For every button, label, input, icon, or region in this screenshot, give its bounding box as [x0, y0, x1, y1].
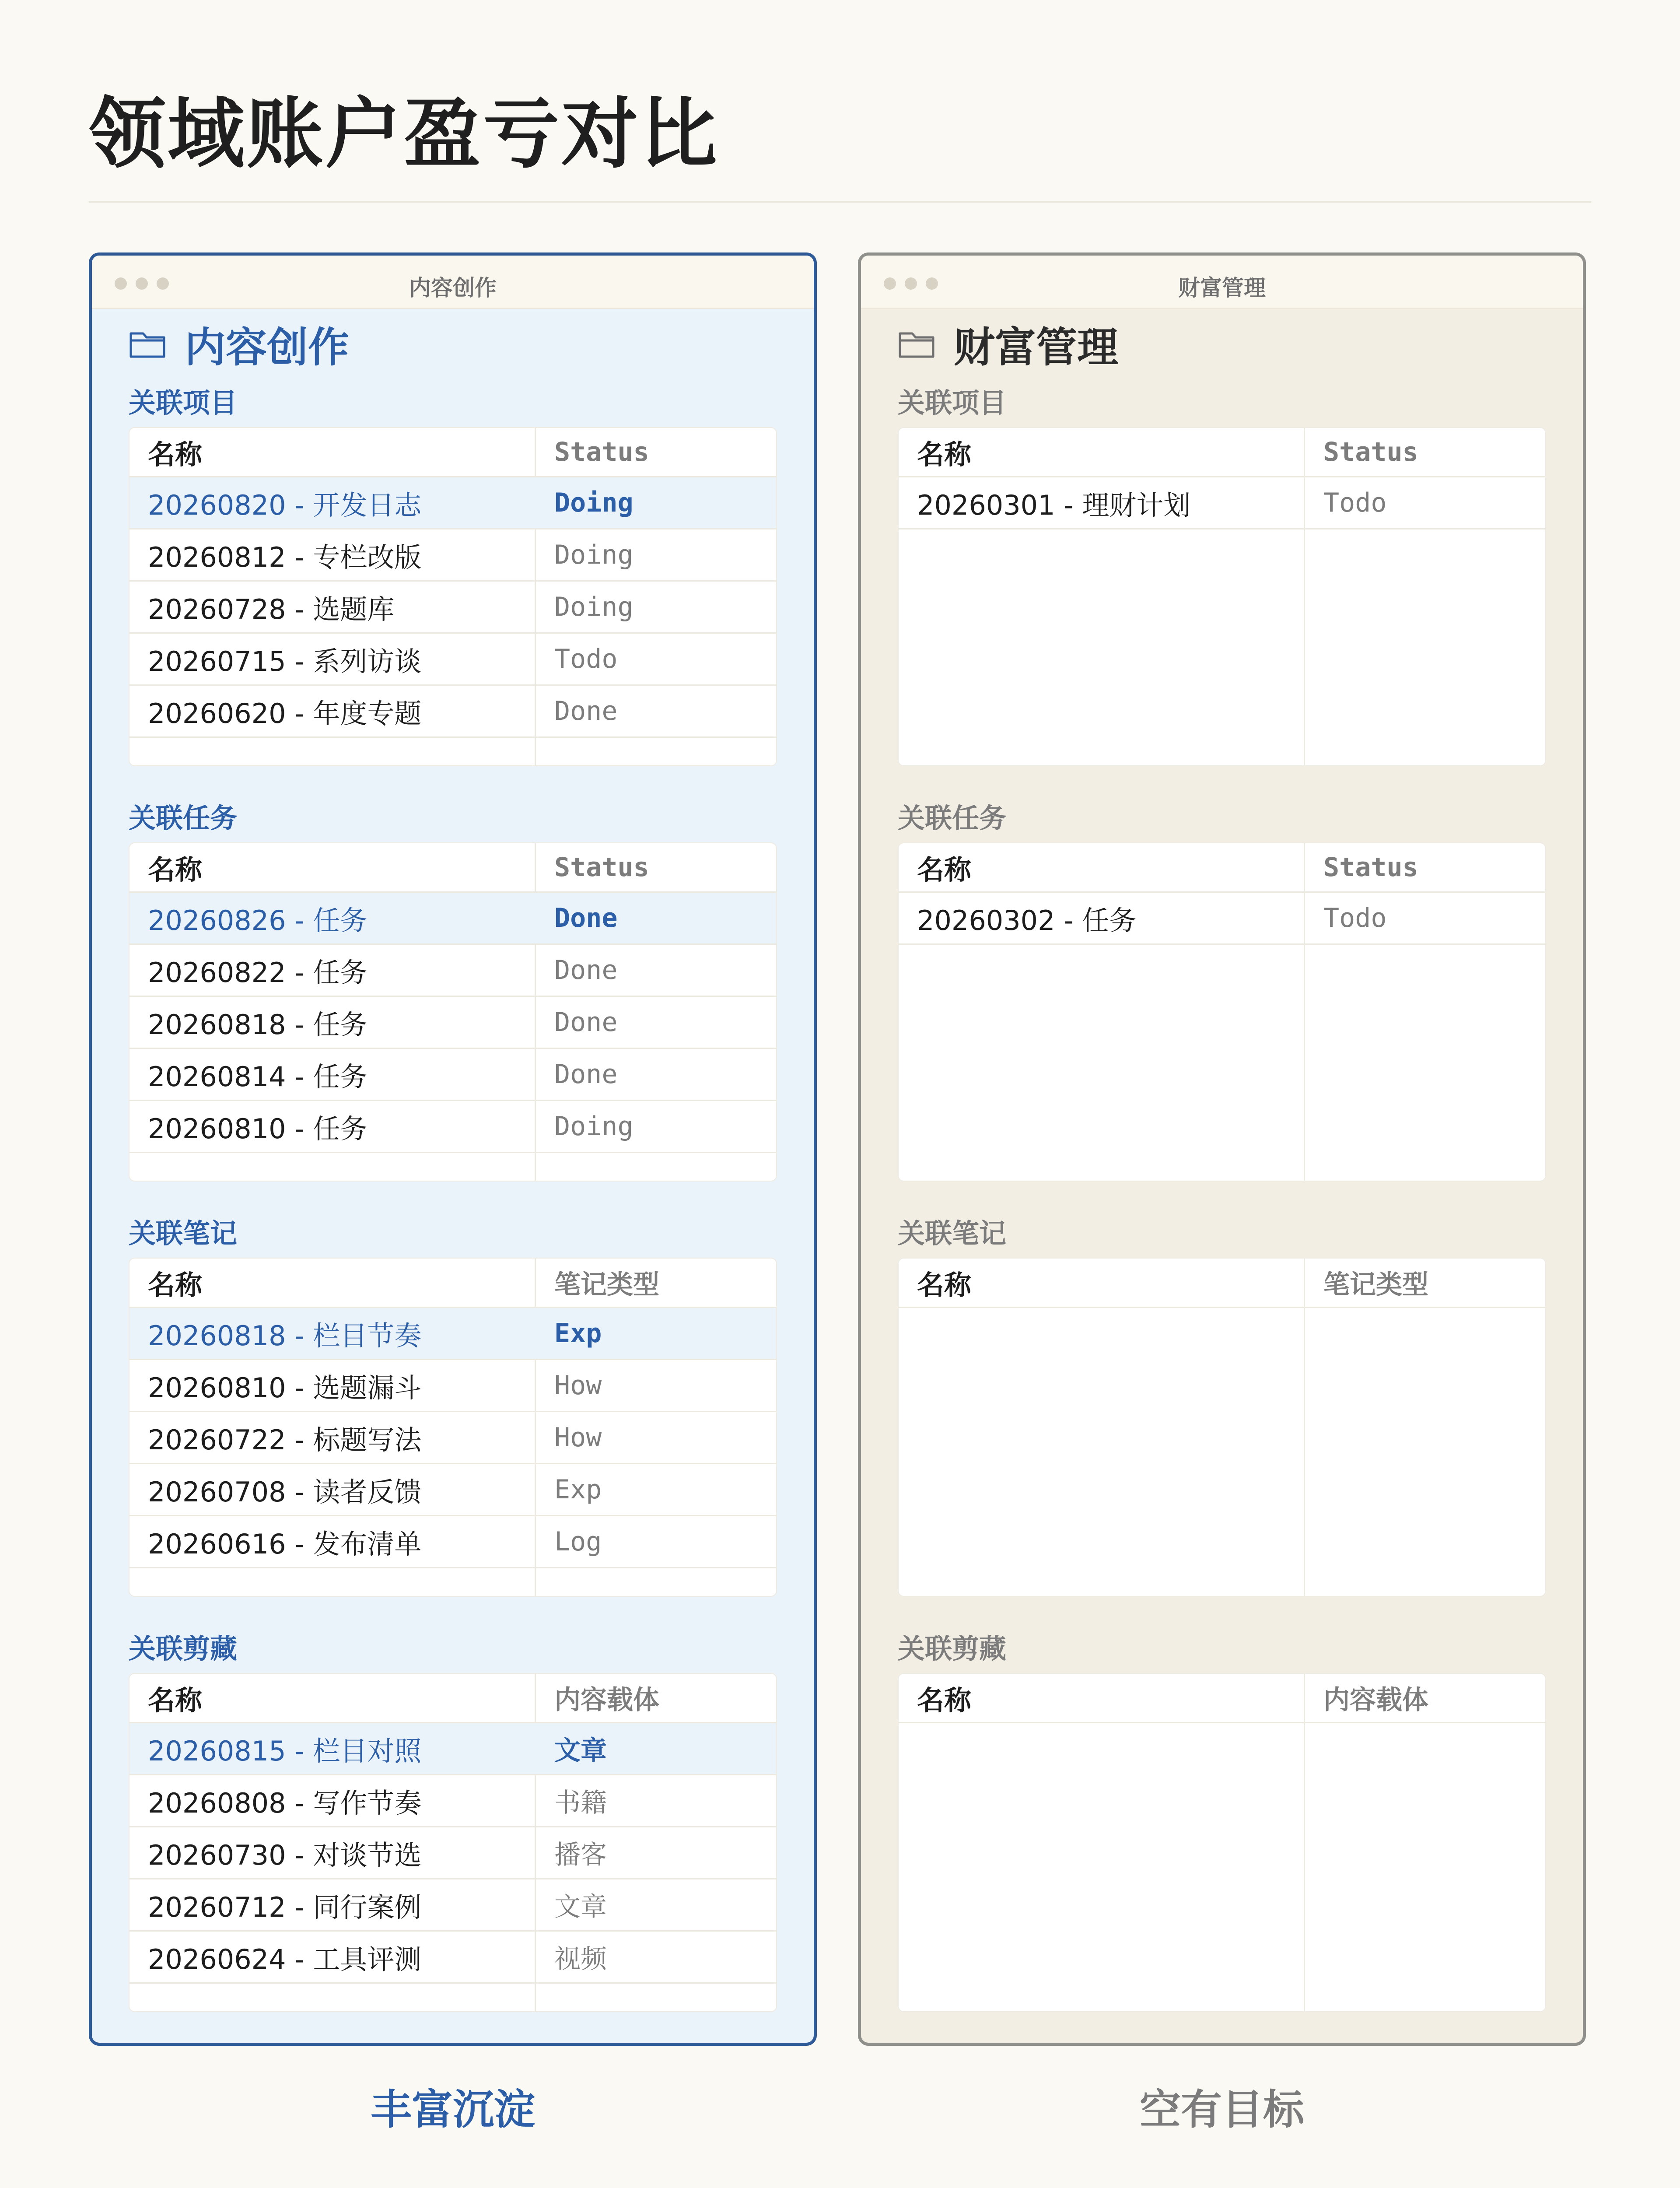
table-row[interactable] — [130, 1101, 776, 1153]
projects-table — [129, 427, 777, 766]
table-row[interactable] — [899, 477, 1545, 529]
table-row[interactable] — [130, 893, 776, 945]
row-name[interactable]: 20260814 - 任务 — [148, 1060, 368, 1093]
section-label-projects: 关联项目 — [898, 387, 1007, 419]
row-name[interactable]: 20260620 - 年度专题 — [148, 697, 422, 729]
table-header — [130, 1259, 776, 1308]
table-row[interactable] — [130, 1360, 776, 1412]
row-status: Doing — [554, 540, 634, 570]
section-label-notes: 关联笔记 — [898, 1217, 1007, 1249]
row-status: Done — [554, 903, 618, 933]
row-name[interactable]: 20260722 - 标题写法 — [148, 1424, 422, 1456]
table-row[interactable] — [130, 634, 776, 686]
table-row[interactable] — [899, 893, 1545, 945]
table-row[interactable] — [130, 1827, 776, 1879]
row-name[interactable]: 20260808 - 写作节奏 — [148, 1787, 422, 1819]
window-title: 财富管理 — [1178, 275, 1266, 301]
panel-heading — [898, 311, 1546, 376]
panel-title: 财富管理 — [954, 323, 1119, 372]
folder-icon — [898, 328, 935, 359]
row-name[interactable]: 20260301 - 理财计划 — [917, 489, 1191, 521]
row-status: Done — [554, 696, 618, 726]
table-row[interactable] — [130, 1775, 776, 1827]
table-row[interactable] — [130, 1516, 776, 1568]
row-media: 播客 — [554, 1840, 607, 1870]
table-row[interactable] — [130, 582, 776, 634]
table-header — [899, 1674, 1545, 1723]
row-name[interactable]: 20260616 - 发布清单 — [148, 1528, 422, 1560]
table-row[interactable] — [130, 1412, 776, 1464]
table-row[interactable] — [130, 945, 776, 997]
row-status: Doing — [554, 1111, 634, 1142]
section-label-clippings: 关联剪藏 — [898, 1633, 1007, 1665]
table-row[interactable] — [130, 1464, 776, 1516]
row-note-type: Exp — [554, 1474, 602, 1505]
table-row[interactable] — [130, 997, 776, 1049]
row-name[interactable]: 20260822 - 任务 — [148, 956, 368, 989]
table-row[interactable] — [130, 1932, 776, 1984]
section-label-projects: 关联项目 — [129, 387, 238, 419]
row-name[interactable]: 20260708 - 读者反馈 — [148, 1476, 422, 1508]
column-header-status[interactable]: Status — [1323, 437, 1418, 467]
row-name[interactable]: 20260815 - 栏目对照 — [148, 1735, 422, 1767]
folder-icon — [129, 328, 166, 359]
row-name[interactable]: 20260730 - 对谈节选 — [148, 1839, 422, 1871]
column-header-name[interactable]: 名称 — [148, 1684, 203, 1716]
table-row[interactable] — [130, 1723, 776, 1775]
panel-wealth-management — [858, 252, 1586, 2046]
row-media: 书籍 — [554, 1788, 607, 1818]
section-label-tasks: 关联任务 — [898, 802, 1007, 834]
row-status: Done — [554, 1059, 618, 1090]
table-header — [130, 843, 776, 893]
projects-table — [898, 427, 1546, 766]
column-header-name[interactable]: 名称 — [148, 1269, 203, 1301]
panel-title: 内容创作 — [185, 323, 350, 372]
row-status: Todo — [554, 644, 618, 674]
row-status: Todo — [1323, 487, 1387, 518]
section-label-tasks: 关联任务 — [129, 802, 238, 834]
row-note-type: How — [554, 1370, 602, 1401]
column-header-name[interactable]: 名称 — [917, 438, 972, 470]
column-header-name[interactable]: 名称 — [917, 1684, 972, 1716]
row-note-type: Exp — [554, 1318, 602, 1349]
table-row[interactable] — [130, 529, 776, 582]
row-status: Doing — [554, 487, 634, 518]
row-name[interactable]: 20260302 - 任务 — [917, 904, 1137, 936]
column-header-status[interactable]: Status — [554, 437, 649, 467]
table-row[interactable] — [130, 1049, 776, 1101]
table-row[interactable] — [130, 477, 776, 529]
table-row[interactable] — [130, 1879, 776, 1932]
table-row[interactable] — [130, 1308, 776, 1360]
page-title: 领域账户盈亏对比 — [89, 89, 719, 179]
column-header-status[interactable]: Status — [1323, 852, 1418, 883]
column-header-media[interactable]: 内容载体 — [554, 1685, 659, 1715]
row-name[interactable]: 20260820 - 开发日志 — [148, 489, 422, 521]
column-header-name[interactable]: 名称 — [148, 438, 203, 470]
window-titlebar — [861, 256, 1583, 309]
caption-right: 空有目标 — [1139, 2086, 1304, 2134]
table-row[interactable] — [130, 686, 776, 738]
window-titlebar — [92, 256, 814, 309]
table-header — [899, 843, 1545, 893]
notes-table — [898, 1258, 1546, 1597]
table-header — [130, 1674, 776, 1723]
tasks-table — [129, 842, 777, 1182]
row-status: Done — [554, 955, 618, 985]
row-name[interactable]: 20260712 - 同行案例 — [148, 1891, 422, 1923]
clippings-table — [129, 1673, 777, 2012]
title-divider — [89, 201, 1591, 203]
panel-content-creation — [89, 252, 817, 2046]
row-name[interactable]: 20260826 - 任务 — [148, 904, 368, 936]
caption-left: 丰富沉淀 — [370, 2086, 535, 2134]
table-header — [899, 1259, 1545, 1308]
tasks-table — [898, 842, 1546, 1182]
table-header — [130, 428, 776, 477]
row-media: 文章 — [554, 1736, 607, 1766]
panel-heading — [129, 311, 777, 376]
row-status: Todo — [1323, 903, 1387, 933]
clippings-table — [898, 1673, 1546, 2012]
row-name[interactable]: 20260624 - 工具评测 — [148, 1943, 422, 1975]
table-header — [899, 428, 1545, 477]
column-header-name[interactable]: 名称 — [148, 853, 203, 886]
row-name[interactable]: 20260715 - 系列访谈 — [148, 645, 422, 677]
column-header-note-type[interactable]: 笔记类型 — [1323, 1269, 1428, 1300]
row-media: 文章 — [554, 1892, 607, 1922]
row-note-type: Log — [554, 1526, 602, 1557]
section-label-notes: 关联笔记 — [129, 1217, 238, 1249]
row-status: Done — [554, 1007, 618, 1038]
column-header-name[interactable]: 名称 — [917, 853, 972, 886]
section-label-clippings: 关联剪藏 — [129, 1633, 238, 1665]
column-header-note-type[interactable]: 笔记类型 — [554, 1269, 659, 1300]
row-note-type: How — [554, 1422, 602, 1453]
row-name[interactable]: 20260812 - 专栏改版 — [148, 541, 422, 573]
column-header-name[interactable]: 名称 — [917, 1269, 972, 1301]
row-name[interactable]: 20260728 - 选题库 — [148, 593, 395, 625]
column-header-status[interactable]: Status — [554, 852, 649, 883]
row-name[interactable]: 20260810 - 选题漏斗 — [148, 1371, 422, 1404]
window-title: 内容创作 — [409, 275, 497, 301]
column-header-media[interactable]: 内容载体 — [1323, 1685, 1428, 1715]
row-name[interactable]: 20260818 - 栏目节奏 — [148, 1319, 422, 1352]
row-media: 视频 — [554, 1944, 607, 1974]
row-name[interactable]: 20260810 - 任务 — [148, 1112, 368, 1145]
notes-table — [129, 1258, 777, 1597]
row-status: Doing — [554, 592, 634, 622]
row-name[interactable]: 20260818 - 任务 — [148, 1008, 368, 1041]
